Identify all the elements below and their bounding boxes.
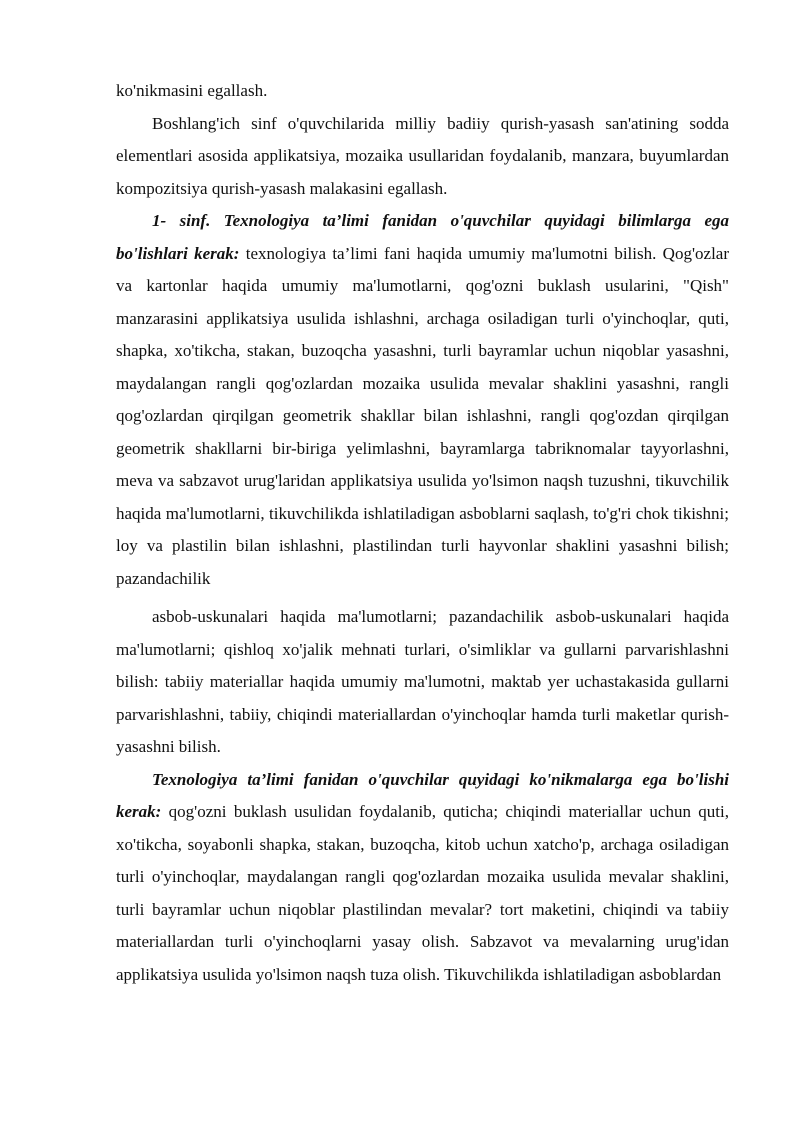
paragraph-2 — [116, 205, 729, 595]
paragraph-3: asbob-uskunalari haqida ma'lumotlarni; pazandachilik asbob-uskunalari haqida ma'lumotlarni; qishloq xo'jalik mehnati turlari, o'simliklar va gullarni parvarishlashni bilish: tabiiy materiallar haqida umumiy ma'lumotni, maktab yer uchastakasida gullarni parvarishlashni, tabiiy, chiqindi materiallardan o'yinchoqlar hamda turli maketlar qurish-yasashni bilish. — [116, 607, 729, 756]
document-page — [116, 75, 729, 991]
paragraph-4-body: qog'ozni buklash usulidan foydalanib, quticha; chiqindi materiallar uchun quti, xo'tikcha, soyabonli shapka, stakan, buzoqcha, kitob uchun xatcho'p, archaga osiladigan turli o'yinchoqlar, maydalangan rangli qog'ozlardan mozaika usulida mevalar shaklini, turli bayramlar uchun niqoblar plastilindan mevalar? tort maketini, chiqindi va tabiiy materiallardan turli o'yinchoqlarni yasay olish. Sabzavot va mevalarning urug'idan applikatsiya usulida yo'lsimon naqsh tuza olish. Tikuvchilikda ishlatiladigan asboblardan — [116, 802, 729, 984]
paragraph-2-lead: 1- sinf. Texnologiya ta’limi fanidan o'quvchilar quyidagi bilimlarga ega bo'lishlari kerak: — [116, 211, 729, 263]
paragraph-0: ko'nikmasini egallash. — [116, 81, 268, 100]
paragraph-1: Boshlang'ich sinf o'quvchilarida milliy badiiy qurish-yasash san'atining sodda elementlari asosida applikatsiya, mozaika usullaridan foydalanib, manzara, buyumlardan kompozitsiya qurish-yasash malakasini egallash. — [116, 113, 729, 198]
paragraph-2-body: texnologiya ta’limi fani haqida umumiy ma'lumotni bilish. Qog'ozlar va kartonlar haqida umumiy ma'lumotlarni, qog'ozni buklash usularini, "Qish" manzarasini applikatsiya usulida ishlashni, archaga osiladigan turli o'yinchoqlar, quti, shapka, xo'tikcha, stakan, buzoqcha yasashni, turli bayramlar uchun niqoblar yasashni, maydalangan rangli qog'ozlardan mozaika usulida mevalar shaklini yasashni, rangli qog'ozlardan qirqilgan geometrik shakllar bilan ishlashni, rangli qog'ozdan qirqilgan geometrik shakllarni bir-biriga yelimlashni, bayramlarga tabriknomalar tayyorlashni, meva va sabzavot urug'laridan applikatsiya usulida yo'lsimon naqsh tuzushni, tikuvchilik haqida ma'lumotlarni, tikuvchilikda ishlatiladigan asboblarni saqlash, to'g'ri chok tikishni; loy va plastilin bilan ishlashni, plastilindan turli hayvonlar shaklini yasashni bilish; pazandachilik — [116, 243, 729, 588]
paragraph-4 — [116, 764, 729, 992]
paragraph-4-lead: Texnologiya ta’limi fanidan o'quvchilar quyidagi ko'nikmalarga ega bo'lishi kerak: — [116, 769, 729, 821]
